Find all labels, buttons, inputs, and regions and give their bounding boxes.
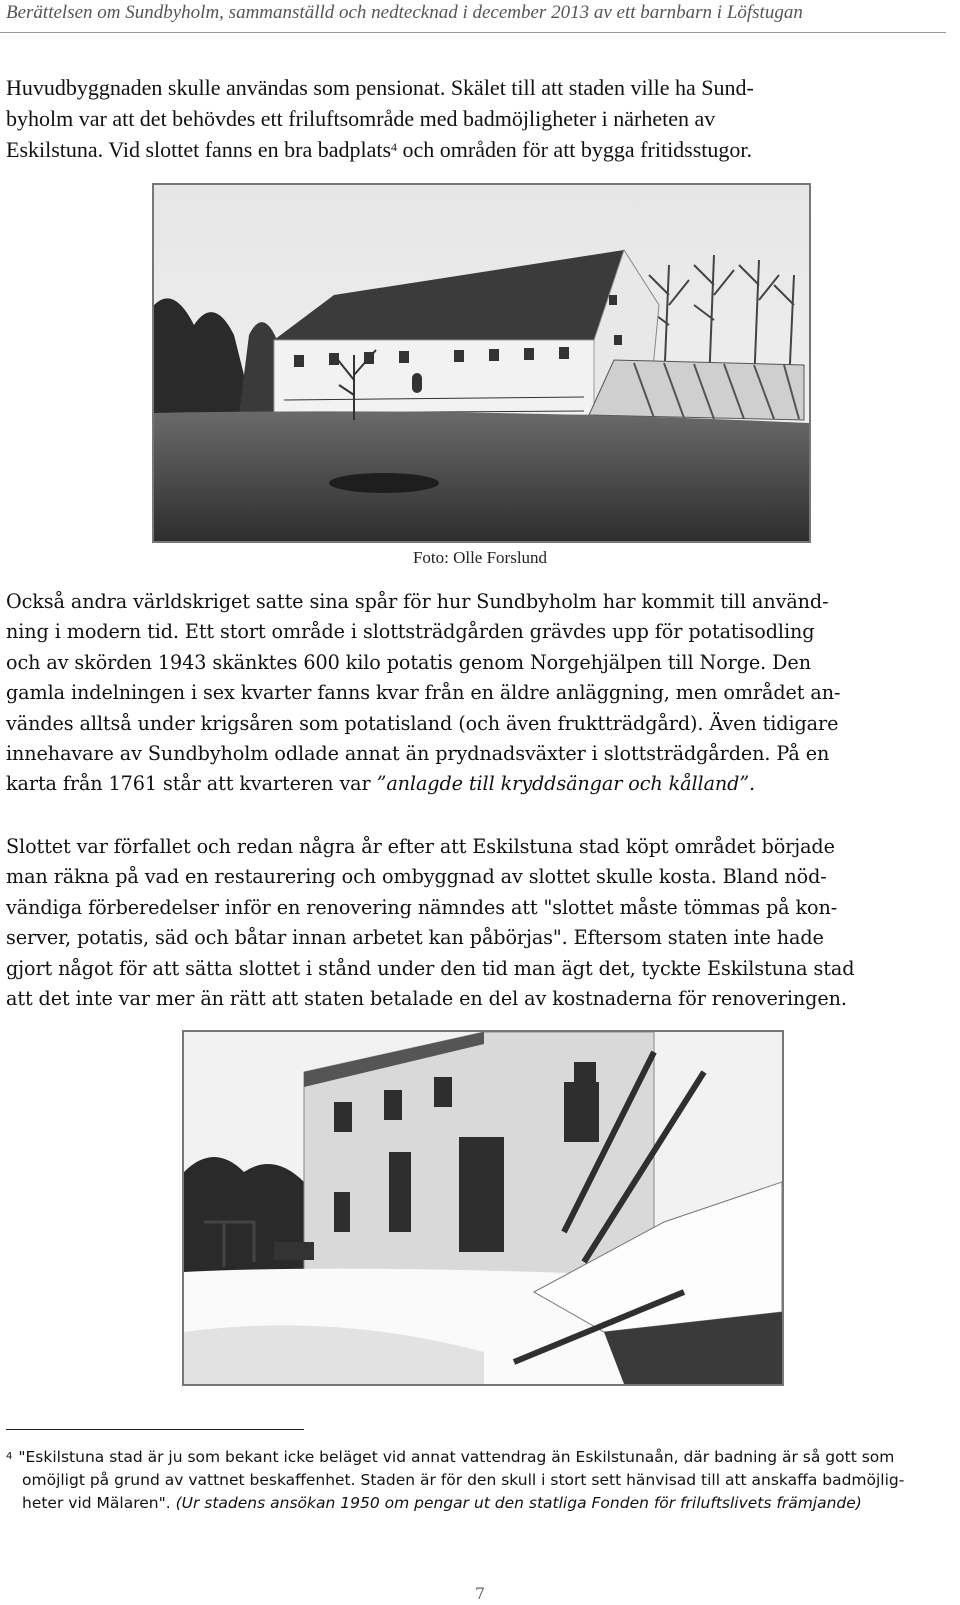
derelict-building-image [184,1032,782,1384]
footnote [6,1446,946,1515]
text-segment: och områden för att bygga fritidsstugor. [397,137,753,162]
text-segment: karta från 1761 står att kvarteren var [6,772,377,796]
text-line [6,134,936,165]
footnote-line: omöjligt på grund av vattnet beskaffenhet. Staden är för den skull i stort sett hänvisad till att anskaffa badmöjlig- [22,1471,905,1489]
text-line: server, potatis, säd och båtar innan arbetet kan påbörjas". Eftersom staten inte hade [6,926,824,950]
text-line: byholm var att det behövdes ett friluftsområde med badmöjligheter i närheten av [6,106,716,131]
text-line: gamla indelningen i sex kvarter fanns kvar från en äldre anläggning, men området an- [6,681,841,705]
text-line: Också andra världskriget satte sina spår för hur Sundbyholm har kommit till använd- [6,590,829,613]
footnote-divider [6,1429,304,1430]
photo-caption: Foto: Olle Forslund [412,548,548,567]
footnote-line [6,1492,946,1515]
footnote-citation: (Ur stadens ansökan 1950 om pengar ut den statliga Fonden för friluftslivets främjande) [175,1494,862,1512]
footnote-marker: 4 [6,1451,13,1462]
paragraph-1 [6,72,936,165]
footnote-line [6,1446,946,1469]
quote-segment: ”anlagde till kryddsängar och kålland”. [376,772,756,796]
text-line: att det inte var mer än rätt att staten betalade en del av kostnaderna för renoveringen. [6,987,847,1011]
text-segment: heter vid Mälaren". [22,1494,176,1512]
text-line: innehavare av Sundbyholm odlade annat än prydnadsväxter i slottsträdgården. På en [6,742,830,766]
text-line: man räkna på vad en restaurering och ombyggnad av slottet skulle kosta. Bland nöd- [6,865,827,889]
derelict-building-photo [182,1030,784,1386]
running-title: Berättelsen om Sundbyholm, sammanställd och nedtecknad i december 2013 av ett barnbarn i Löfstugan [6,2,803,23]
footnote-reference[interactable]: 4 [391,140,398,154]
page-number: 7 [474,1584,486,1603]
text-line: vändiga förberedelser inför en renovering nämndes att "slottet måste tömmas på kon- [6,895,838,919]
text-line: ning i modern tid. Ett stort område i slottsträdgården grävdes upp för potatisodling [6,620,815,644]
paragraph-2 [6,587,936,800]
castle-photo [152,183,811,543]
text-line: vändes alltså under krigsåren som potatisland (och även fruktträdgård). Även tidigare [6,711,839,735]
text-line: och av skörden 1943 skänktes 600 kilo potatis genom Norgehjälpen till Norge. Den [6,650,811,674]
castle-photo-image [154,185,809,541]
paragraph-3 [6,832,936,1014]
text-line [6,769,936,799]
text-segment: Eskilstuna. Vid slottet fanns en bra badplats [6,137,392,162]
text-segment: "Eskilstuna stad är ju som bekant icke beläget vid annat vattendrag än Eskilstunaån, där badning är så gott som [18,1448,895,1466]
running-header [0,0,946,33]
text-line: gjort något för att sätta slottet i stånd under den tid man ägt det, tyckte Eskilstuna stad [6,956,855,980]
text-line: Huvudbyggnaden skulle användas som pensionat. Skälet till att staden ville ha Sund- [6,75,754,100]
text-line: Slottet var förfallet och redan några år efter att Eskilstuna stad köpt området började [6,835,835,858]
